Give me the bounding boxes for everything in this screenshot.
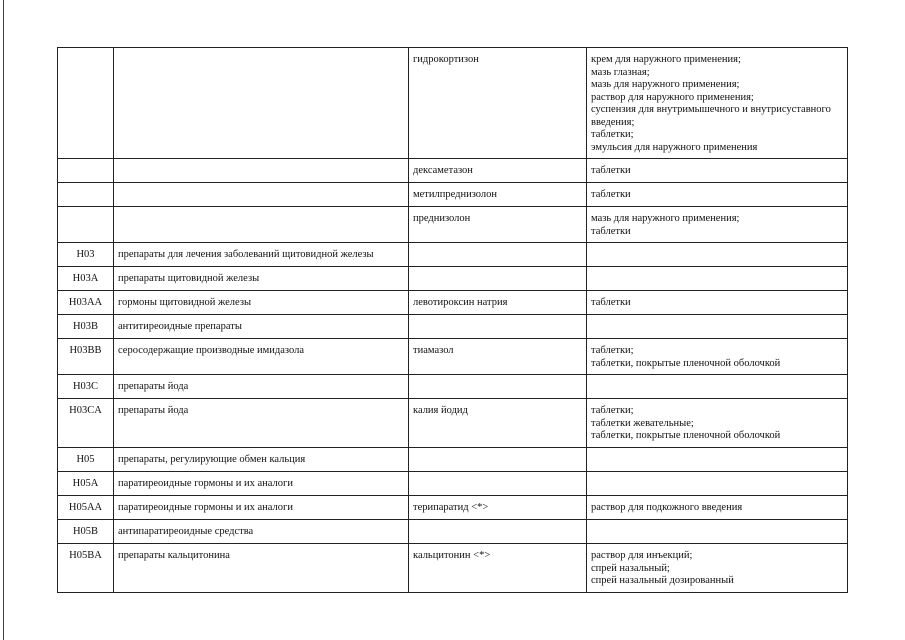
table-row [58, 448, 848, 472]
group-name-cell [114, 243, 409, 267]
dosage-form-line: таблетки, покрытые пленочной оболочкой [591, 430, 781, 441]
substance-cell [409, 267, 587, 291]
atc-code-text: H05BA [69, 550, 102, 561]
dosage-forms-cell [587, 183, 848, 207]
dosage-form-line: таблетки, покрытые пленочной оболочкой [591, 357, 781, 369]
atc-code-text: H03BB [69, 345, 102, 356]
table-row [58, 339, 848, 375]
atc-code-cell [58, 48, 114, 159]
substance-cell [409, 315, 587, 339]
substance-text: терипаратид <*> [413, 502, 489, 513]
group-name-text: препараты, регулирующие обмен кальция [118, 454, 306, 465]
atc-code-text: H05 [76, 454, 95, 465]
dosage-forms-cell [587, 544, 848, 593]
atc-code-cell [58, 315, 114, 339]
table-row [58, 48, 848, 159]
dosage-form-line: мазь для наружного применения; [591, 79, 740, 90]
group-name-text: паратиреоидные гормоны и их аналоги [118, 502, 293, 513]
table-body [58, 48, 848, 593]
dosage-form-line: таблетки; [591, 129, 634, 140]
atc-code-cell [58, 472, 114, 496]
atc-code-text: H03 [76, 249, 95, 260]
atc-code-cell [58, 496, 114, 520]
dosage-form-line: введения; [591, 116, 635, 128]
dosage-form-line: таблетки; [591, 345, 634, 356]
dosage-forms-cell [587, 243, 848, 267]
atc-code-text: H03A [72, 273, 99, 284]
table-row [58, 315, 848, 339]
substance-cell [409, 339, 587, 375]
substance-cell [409, 183, 587, 207]
substance-cell [409, 472, 587, 496]
table-row [58, 243, 848, 267]
dosage-form-line: спрей назальный дозированный [591, 575, 734, 586]
dosage-forms-cell [587, 48, 848, 159]
substance-text: гидрокортизон [413, 54, 479, 65]
dosage-form-line: крем для наружного применения; [591, 54, 741, 65]
table-row [58, 520, 848, 544]
substance-cell [409, 399, 587, 448]
atc-code-cell [58, 448, 114, 472]
group-name-cell [114, 375, 409, 399]
substance-text: тиамазол [413, 345, 454, 356]
dosage-form-line: таблетки жевательные; [591, 417, 694, 429]
dosage-forms-cell [587, 159, 848, 183]
substance-text: дексаметазон [413, 165, 473, 176]
atc-code-cell [58, 291, 114, 315]
substance-cell [409, 48, 587, 159]
dosage-form-line: таблетки [591, 189, 631, 200]
table-row [58, 183, 848, 207]
group-name-text: паратиреоидные гормоны и их аналоги [118, 478, 293, 489]
substance-text: калия йодид [413, 405, 468, 416]
substance-text: метилпреднизолон [413, 189, 498, 200]
dosage-forms-cell [587, 267, 848, 291]
group-name-cell [114, 207, 409, 243]
dosage-form-line: раствор для наружного применения; [591, 91, 754, 103]
substance-cell [409, 520, 587, 544]
group-name-cell [114, 472, 409, 496]
atc-code-cell [58, 339, 114, 375]
dosage-form-line: раствор для инъекций; [591, 550, 693, 561]
atc-code-cell [58, 207, 114, 243]
table-row [58, 159, 848, 183]
dosage-form-line: мазь глазная; [591, 66, 650, 78]
page-edge-line [3, 0, 4, 640]
group-name-cell [114, 183, 409, 207]
atc-code-text: H05A [72, 478, 99, 489]
dosage-form-line: раствор для подкожного введения [591, 502, 743, 513]
substance-cell [409, 448, 587, 472]
group-name-cell [114, 48, 409, 159]
table-row [58, 496, 848, 520]
group-name-cell [114, 291, 409, 315]
group-name-cell [114, 339, 409, 375]
dosage-forms-cell [587, 315, 848, 339]
dosage-form-line: суспензия для внутримышечного и внутрисуставного [591, 104, 831, 115]
group-name-cell [114, 399, 409, 448]
substance-cell [409, 159, 587, 183]
group-name-text: антитиреоидные препараты [118, 321, 242, 332]
dosage-forms-cell [587, 472, 848, 496]
group-name-text: гормоны щитовидной железы [118, 297, 252, 308]
drug-list-table [57, 47, 848, 593]
group-name-text: препараты щитовидной железы [118, 273, 260, 284]
atc-code-cell [58, 183, 114, 207]
table-row [58, 544, 848, 593]
group-name-text: серосодержащие производные имидазола [118, 345, 304, 356]
dosage-forms-cell [587, 448, 848, 472]
table-row [58, 472, 848, 496]
dosage-forms-cell [587, 496, 848, 520]
atc-code-text: H03AA [68, 297, 103, 308]
substance-cell [409, 496, 587, 520]
table-row [58, 399, 848, 448]
atc-code-text: H05B [72, 526, 99, 537]
dosage-forms-cell [587, 339, 848, 375]
group-name-text: препараты кальцитонина [118, 550, 230, 561]
dosage-form-line: мазь для наружного применения; [591, 213, 740, 224]
dosage-form-line: таблетки [591, 165, 631, 176]
group-name-text: препараты йода [118, 381, 189, 392]
dosage-form-line: таблетки [591, 225, 631, 237]
atc-code-text: H05AA [68, 502, 103, 513]
atc-code-cell [58, 159, 114, 183]
table-row [58, 267, 848, 291]
group-name-cell [114, 496, 409, 520]
substance-cell [409, 291, 587, 315]
dosage-forms-cell [587, 520, 848, 544]
dosage-forms-cell [587, 375, 848, 399]
substance-cell [409, 243, 587, 267]
group-name-cell [114, 159, 409, 183]
group-name-cell [114, 267, 409, 291]
atc-code-text: H03B [72, 321, 99, 332]
dosage-forms-cell [587, 399, 848, 448]
atc-code-cell [58, 520, 114, 544]
group-name-cell [114, 544, 409, 593]
dosage-forms-cell [587, 291, 848, 315]
group-name-text: антипаратиреоидные средства [118, 526, 254, 537]
substance-text: кальцитонин <*> [413, 550, 491, 561]
group-name-cell [114, 315, 409, 339]
substance-text: преднизолон [413, 213, 471, 224]
table-row [58, 375, 848, 399]
substance-text: левотироксин натрия [413, 297, 508, 308]
atc-code-text: H03CA [69, 405, 102, 416]
atc-code-cell [58, 399, 114, 448]
dosage-forms-cell [587, 207, 848, 243]
dosage-form-line: спрей назальный; [591, 562, 670, 574]
substance-cell [409, 207, 587, 243]
group-name-cell [114, 520, 409, 544]
group-name-text: препараты йода [118, 405, 189, 416]
dosage-form-line: таблетки; [591, 405, 634, 416]
substance-cell [409, 375, 587, 399]
table-row [58, 291, 848, 315]
group-name-text: препараты для лечения заболеваний щитовидной железы [118, 249, 374, 260]
atc-code-cell [58, 544, 114, 593]
dosage-form-line: таблетки [591, 297, 631, 308]
table-row [58, 207, 848, 243]
group-name-cell [114, 448, 409, 472]
substance-cell [409, 544, 587, 593]
atc-code-cell [58, 243, 114, 267]
atc-code-cell [58, 375, 114, 399]
dosage-form-line: эмульсия для наружного применения [591, 141, 758, 153]
atc-code-cell [58, 267, 114, 291]
atc-code-text: H03C [72, 381, 99, 392]
